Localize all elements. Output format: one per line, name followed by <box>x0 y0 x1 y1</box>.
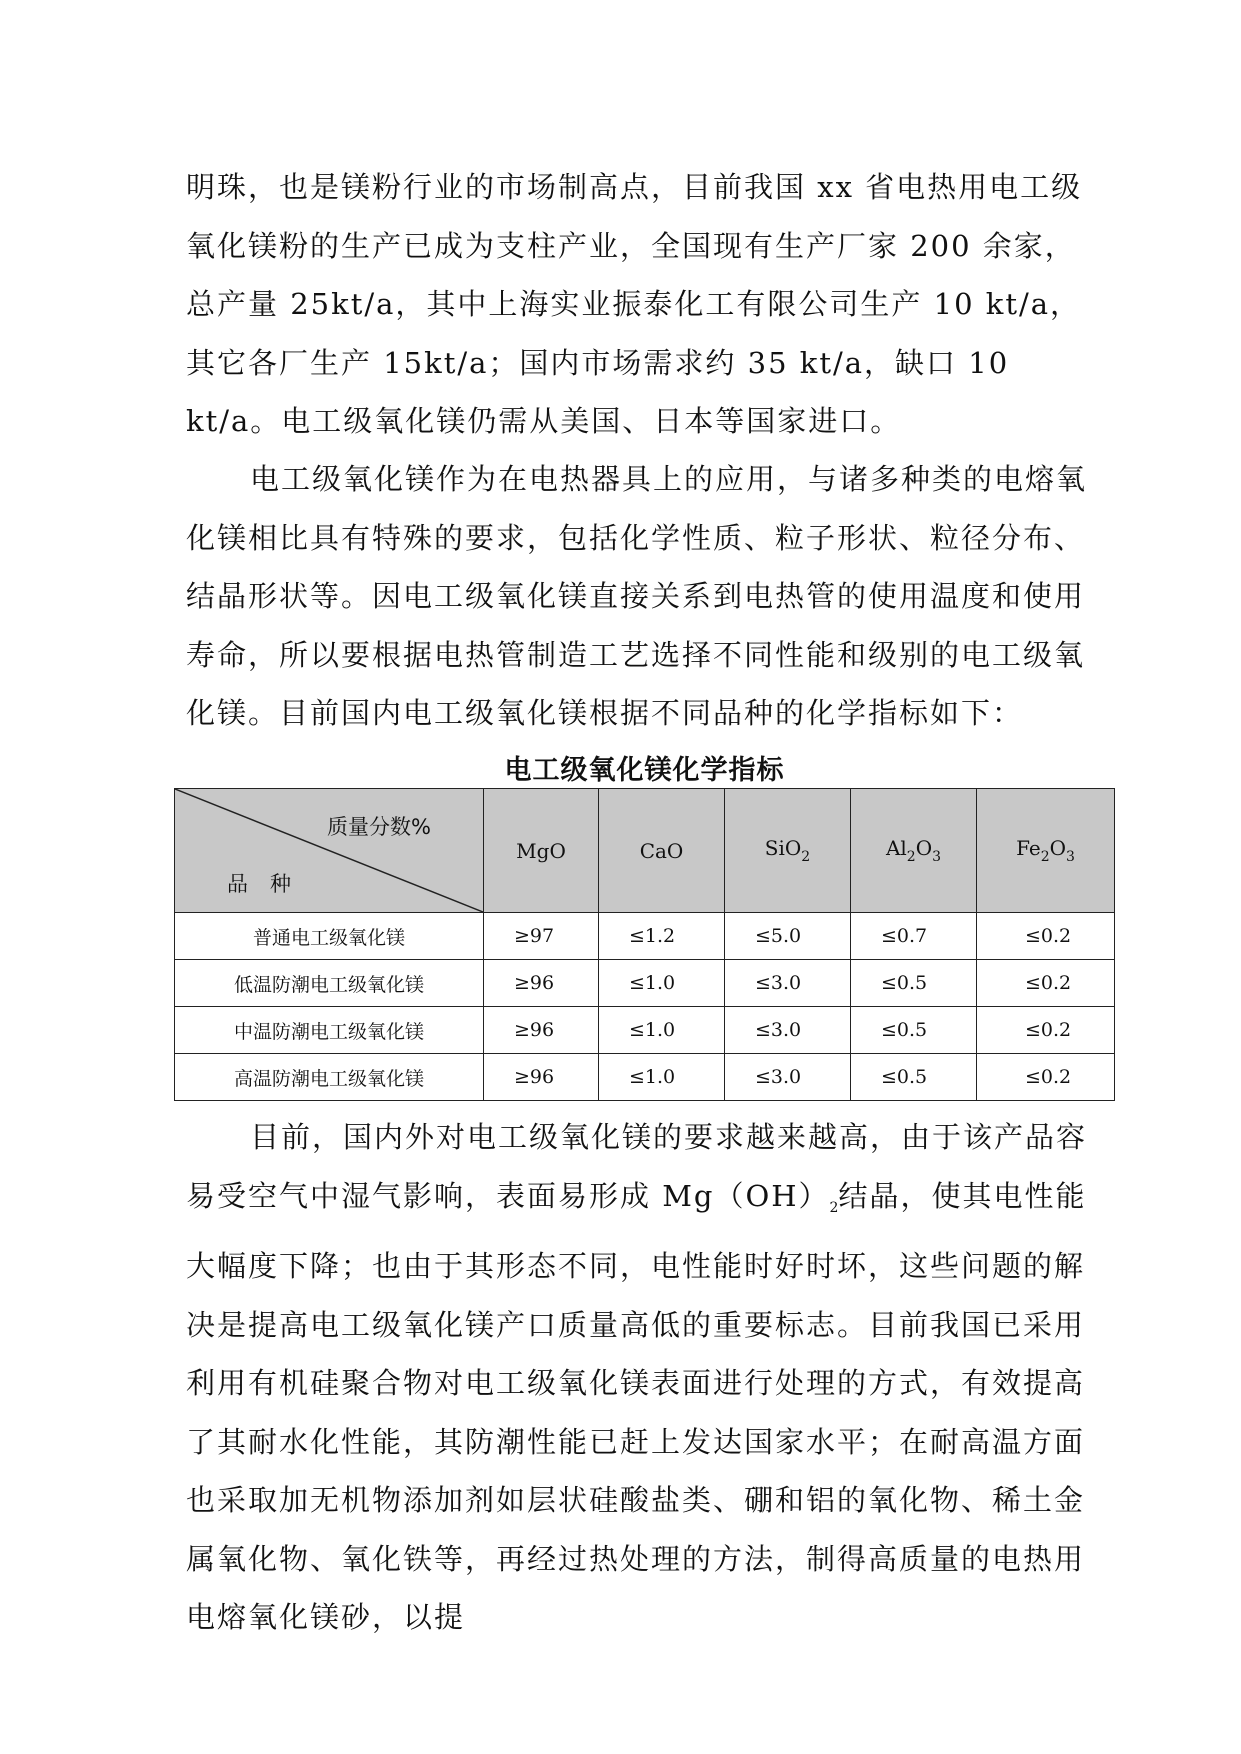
cell-fe2o3: ≤0.2 <box>977 913 1115 960</box>
cell-cao: ≤1.0 <box>599 1054 725 1101</box>
cell-sio2: ≤3.0 <box>725 1007 851 1054</box>
cell-mgo: ≥96 <box>484 1007 599 1054</box>
cell-al2o3: ≤0.7 <box>851 913 977 960</box>
table-row <box>175 960 1115 1007</box>
paragraph-1: 明珠，也是镁粉行业的市场制高点，目前我国 xx 省电热用电工级氧化镁粉的生产已成为支柱产业，全国现有生产厂家 200 余家，总产量 25kt/a，其中上海实业振泰化工有限公司生产 10 kt/a，其它各厂生产 15kt/a；国内市场需求约 35 kt/a，缺口 10 kt/a。电工级氧化镁仍需从美国、日本等国家进口。 <box>186 170 1083 438</box>
col-header-cao: CaO <box>599 789 725 913</box>
header-quality-label: 质量分数% <box>327 815 431 839</box>
col-header-mgo: MgO <box>484 789 599 913</box>
chemical-index-table <box>174 788 1115 1101</box>
cell-mgo: ≥97 <box>484 913 599 960</box>
col-fe-sub: 2 <box>1040 849 1050 865</box>
row-name: 高温防潮电工级氧化镁 <box>175 1054 484 1101</box>
paragraph-2: 电工级氧化镁作为在电热器具上的应用，与诸多种类的电熔氧化镁相比具有特殊的要求，包括化学性质、粒子形状、粒径分布、结晶形状等。因电工级氧化镁直接关系到电热管的使用温度和使用寿命，所以要根据电热管制造工艺选择不同性能和级别的电工级氧化镁。目前国内电工级氧化镁根据不同品种的化学指标如下： <box>186 462 1088 730</box>
cell-mgo: ≥96 <box>484 1054 599 1101</box>
cell-al2o3: ≤0.5 <box>851 1054 977 1101</box>
paragraph-3-part-a: 目前，国内外对电工级氧化镁的要求越来越高，由于该产品容易受空气中湿气影响，表面易形成 Mg（OH） <box>186 1120 1088 1213</box>
col-al-sub: 2 <box>906 849 916 865</box>
table-row <box>175 1054 1115 1101</box>
cell-cao: ≤1.0 <box>599 1007 725 1054</box>
table-row <box>175 913 1115 960</box>
col-sio2-base: SiO <box>764 836 802 860</box>
cell-sio2: ≤3.0 <box>725 960 851 1007</box>
cell-fe2o3: ≤0.2 <box>977 1054 1115 1101</box>
col-al-base: Al <box>885 836 907 860</box>
cell-sio2: ≤5.0 <box>725 913 851 960</box>
cell-al2o3: ≤0.5 <box>851 1007 977 1054</box>
col-header-sio2 <box>725 789 851 913</box>
paragraph-3-part-b: 结晶，使其电性能大幅度下降；也由于其形态不同，电性能时好时坏，这些问题的解决是提高电工级氧化镁产口质量高低的重要标志。目前我国已采用利用有机硅聚合物对电工级氧化镁表面进行处理的方式，有效提高了其耐水化性能，其防潮性能已赶上发达国家水平；在耐高温方面也采取加无机物添加剂如层状硅酸盐类、硼和铝的氧化物、稀土金属氧化物、氧化铁等，再经过热处理的方法，制得高质量的电热用电熔氧化镁砂，以提 <box>186 1178 1087 1634</box>
col-fe-o-sub: 3 <box>1066 849 1075 865</box>
cell-cao: ≤1.2 <box>599 913 725 960</box>
col-header-fe2o3 <box>977 789 1115 913</box>
col-fe-base: Fe <box>1016 836 1041 860</box>
diagonal-header-cell <box>175 789 484 913</box>
cell-fe2o3: ≤0.2 <box>977 1007 1115 1054</box>
diagonal-line <box>175 789 483 912</box>
cell-sio2: ≤3.0 <box>725 1054 851 1101</box>
table-title: 电工级氧化镁化学指标 <box>504 755 785 786</box>
cell-al2o3: ≤0.5 <box>851 960 977 1007</box>
col-sio2-sub: 2 <box>801 849 811 865</box>
paragraph-3-subscript: 2 <box>829 1199 839 1216</box>
paragraph-3 <box>186 1108 1111 1647</box>
table-row <box>175 1007 1115 1054</box>
col-al-o: O <box>915 836 933 860</box>
cell-fe2o3: ≤0.2 <box>977 960 1115 1007</box>
row-name: 普通电工级氧化镁 <box>175 913 484 960</box>
table-header-row <box>175 789 1115 913</box>
col-al-o-sub: 3 <box>932 849 942 865</box>
row-name: 中温防潮电工级氧化镁 <box>175 1007 484 1054</box>
row-name: 低温防潮电工级氧化镁 <box>175 960 484 1007</box>
header-variety-label: 品种 <box>227 872 313 896</box>
col-header-al2o3 <box>851 789 977 913</box>
cell-mgo: ≥96 <box>484 960 599 1007</box>
col-fe-o: O <box>1049 836 1067 860</box>
cell-cao: ≤1.0 <box>599 960 725 1007</box>
